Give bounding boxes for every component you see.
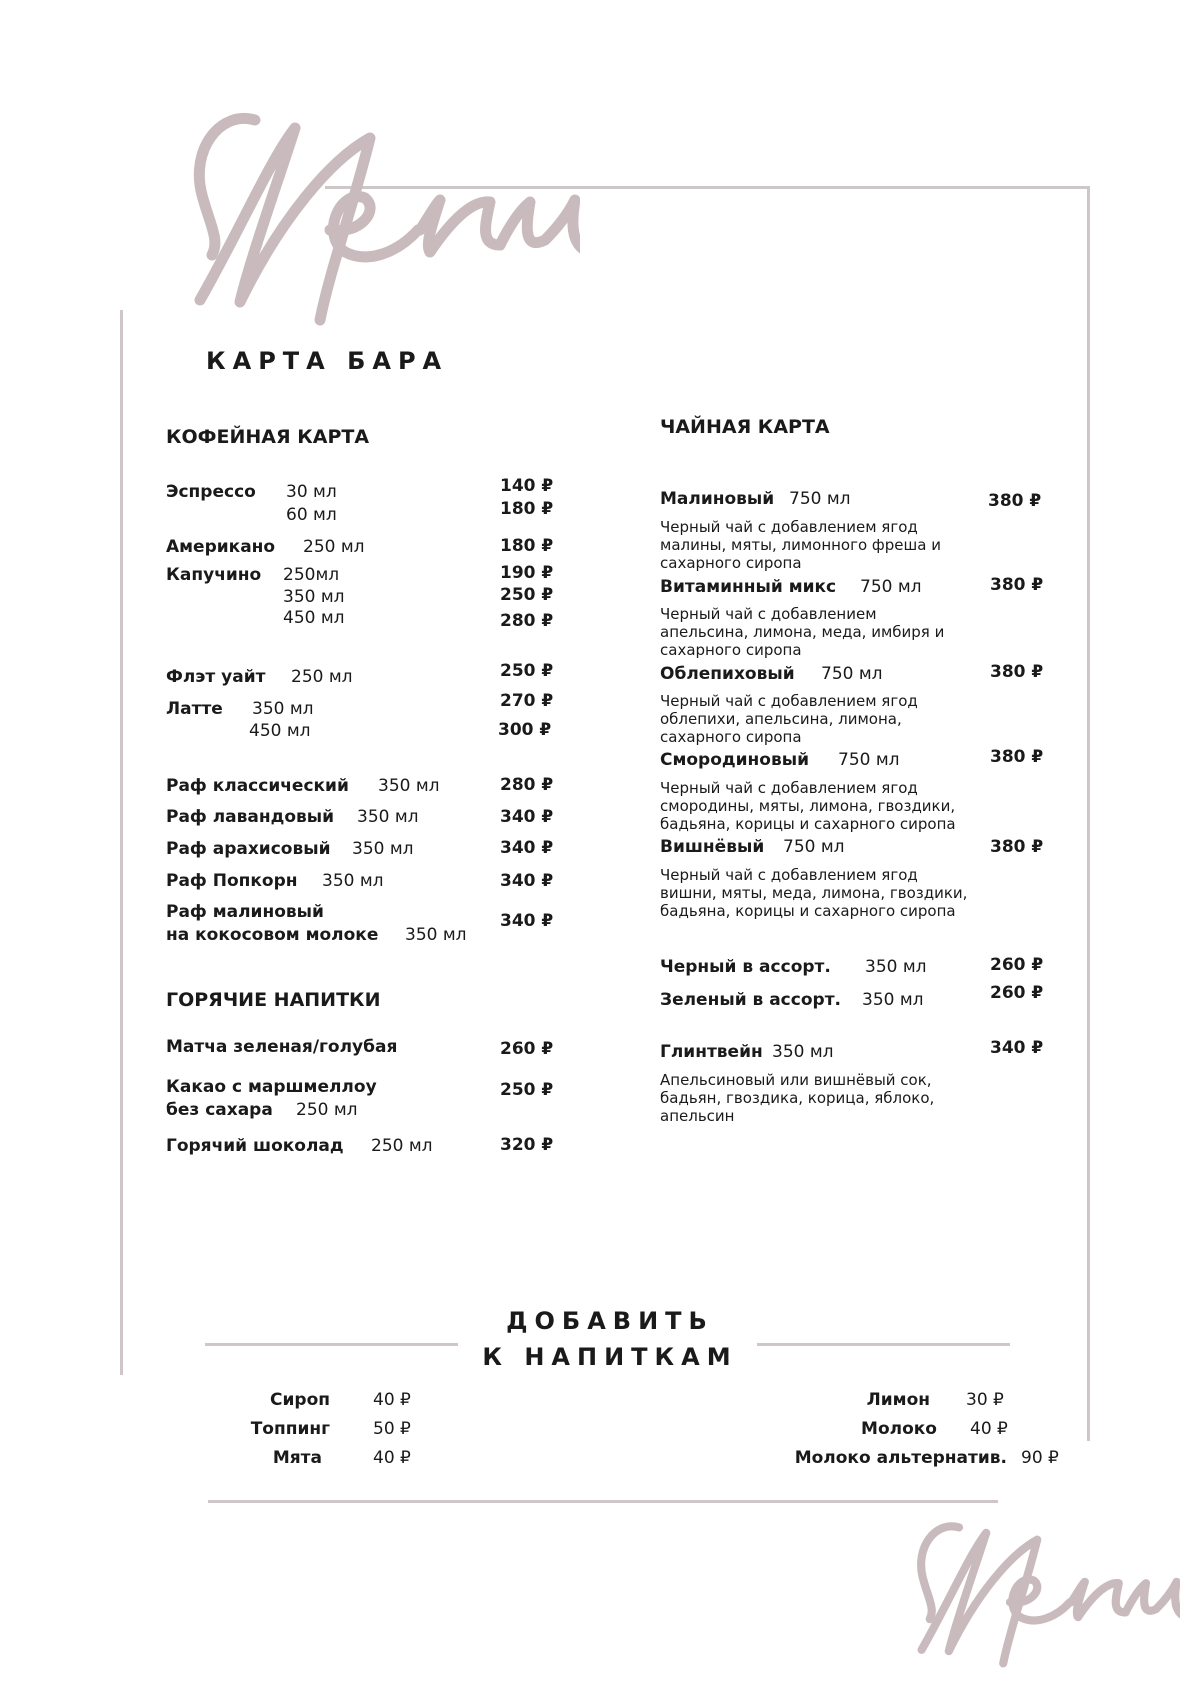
item-volume: 750 мл bbox=[783, 837, 845, 857]
item-name: Раф лавандовый bbox=[166, 807, 335, 827]
item-price: 380 ₽ bbox=[990, 837, 1044, 857]
item-price: 340 ₽ bbox=[500, 807, 554, 827]
item-description: Черный чай с добавлением апельсина, лимона, меда, имбиря и сахарного сиропа bbox=[660, 605, 945, 659]
item-name: Малиновый bbox=[660, 489, 775, 509]
item-price: 180 ₽ bbox=[500, 536, 554, 556]
item-name: Облепиховый bbox=[660, 664, 795, 684]
divider-left-line bbox=[205, 1343, 458, 1346]
addon-price: 30 ₽ bbox=[966, 1390, 1004, 1410]
item-name: без сахара bbox=[166, 1100, 273, 1120]
item-volume: 750 мл bbox=[789, 489, 851, 509]
frame-left-line bbox=[120, 310, 123, 1375]
item-price: 340 ₽ bbox=[500, 838, 554, 858]
item-name: Витаминный микс bbox=[660, 577, 837, 597]
item-name: Раф арахисовый bbox=[166, 839, 331, 859]
item-price: 300 ₽ bbox=[498, 720, 552, 740]
item-name: Смородиновый bbox=[660, 750, 810, 770]
addon-price: 40 ₽ bbox=[373, 1448, 411, 1468]
item-name: Капучино bbox=[166, 565, 262, 585]
divider-right-line bbox=[757, 1343, 1010, 1346]
item-volume: 350 мл bbox=[252, 699, 314, 719]
item-name: Черный в ассорт. bbox=[660, 957, 831, 977]
item-volume: 250 мл bbox=[303, 537, 365, 557]
item-price: 340 ₽ bbox=[500, 871, 554, 891]
addon-name: Молоко bbox=[861, 1419, 937, 1439]
item-volume: 450 мл bbox=[249, 721, 311, 741]
item-name: Раф классический bbox=[166, 776, 349, 796]
item-name: Флэт уайт bbox=[166, 667, 266, 687]
item-price: 190 ₽ bbox=[500, 563, 554, 583]
item-description: Апельсиновый или вишнёвый сок, бадьян, гвоздика, корица, яблоко, апельсин bbox=[660, 1071, 935, 1125]
item-volume: 250 мл bbox=[371, 1136, 433, 1156]
addons-title: ДОБАВИТЬ К НАПИТКАМ bbox=[482, 1307, 738, 1371]
addon-price: 40 ₽ bbox=[373, 1390, 411, 1410]
item-price: 270 ₽ bbox=[500, 691, 554, 711]
item-volume: 350 мл bbox=[862, 990, 924, 1010]
item-price: 250 ₽ bbox=[500, 585, 554, 605]
item-name: Вишнёвый bbox=[660, 837, 765, 857]
item-price: 260 ₽ bbox=[500, 1039, 554, 1059]
item-volume: 350 мл bbox=[378, 776, 440, 796]
item-price: 380 ₽ bbox=[990, 747, 1044, 767]
item-name: Американо bbox=[166, 537, 276, 557]
hot-section-title: ГОРЯЧИЕ НАПИТКИ bbox=[166, 989, 381, 1011]
logo-text-bottom: Menu bbox=[840, 1473, 842, 1474]
menu-script-logo-top bbox=[80, 40, 580, 340]
item-name: Эспрессо bbox=[166, 482, 256, 502]
item-volume: 60 мл bbox=[286, 505, 337, 525]
item-description: Черный чай с добавлением ягод малины, мяты, лимонного фреша и сахарного сиропа bbox=[660, 518, 941, 572]
item-volume: 250мл bbox=[283, 565, 340, 585]
item-volume: 350 мл bbox=[772, 1042, 834, 1062]
item-price: 340 ₽ bbox=[500, 911, 554, 931]
addon-name: Сироп bbox=[270, 1390, 330, 1410]
addon-price: 90 ₽ bbox=[1021, 1448, 1059, 1468]
item-volume: 750 мл bbox=[838, 750, 900, 770]
item-volume: 350 мл bbox=[283, 587, 345, 607]
item-volume: 750 мл bbox=[821, 664, 883, 684]
item-price: 380 ₽ bbox=[988, 491, 1042, 511]
item-name: Раф Попкорн bbox=[166, 871, 298, 891]
item-price: 260 ₽ bbox=[990, 983, 1044, 1003]
addon-name: Лимон bbox=[866, 1390, 930, 1410]
addon-price: 50 ₽ bbox=[373, 1419, 411, 1439]
item-name: Горячий шоколад bbox=[166, 1136, 344, 1156]
item-price: 320 ₽ bbox=[500, 1135, 554, 1155]
item-volume: 350 мл bbox=[865, 957, 927, 977]
item-description: Черный чай с добавлением ягод вишни, мяты, меда, лимона, гвоздики, бадьяна, корицы и сахарного сиропа bbox=[660, 866, 968, 920]
frame-right-line bbox=[1087, 186, 1090, 1441]
item-price: 180 ₽ bbox=[500, 499, 554, 519]
item-price: 250 ₽ bbox=[500, 1080, 554, 1100]
item-name: Глинтвейн bbox=[660, 1042, 763, 1062]
item-price: 280 ₽ bbox=[500, 775, 554, 795]
item-price: 140 ₽ bbox=[500, 476, 554, 496]
item-volume: 350 мл bbox=[405, 925, 467, 945]
addon-price: 40 ₽ bbox=[970, 1419, 1008, 1439]
item-volume: 350 мл bbox=[322, 871, 384, 891]
item-price: 340 ₽ bbox=[990, 1038, 1044, 1058]
logo-text-top: Menu bbox=[80, 40, 83, 41]
coffee-section-title: КОФЕЙНАЯ КАРТА bbox=[166, 426, 370, 448]
addon-name: Мята bbox=[272, 1448, 322, 1468]
page-title: КАРТА БАРА bbox=[206, 347, 449, 375]
item-name: Раф малиновый bbox=[166, 902, 324, 922]
item-price: 380 ₽ bbox=[990, 662, 1044, 682]
item-description: Черный чай с добавлением ягод облепихи, апельсина, лимона, сахарного сиропа bbox=[660, 692, 918, 746]
item-name: Зеленый в ассорт. bbox=[660, 990, 841, 1010]
item-price: 260 ₽ bbox=[990, 955, 1044, 975]
item-volume: 30 мл bbox=[286, 482, 337, 502]
item-description: Черный чай с добавлением ягод смородины, мяты, лимона, гвоздики, бадьяна, корицы и сахарного сиропа bbox=[660, 779, 956, 833]
item-price: 280 ₽ bbox=[500, 611, 554, 631]
item-price: 380 ₽ bbox=[990, 575, 1044, 595]
item-price: 250 ₽ bbox=[500, 661, 554, 681]
item-name: Какао с маршмеллоу bbox=[166, 1077, 377, 1097]
item-volume: 750 мл bbox=[860, 577, 922, 597]
item-name: на кокосовом молоке bbox=[166, 925, 379, 945]
item-volume: 450 мл bbox=[283, 608, 345, 628]
item-volume: 250 мл bbox=[296, 1100, 358, 1120]
tea-section-title: ЧАЙНАЯ КАРТА bbox=[660, 416, 830, 438]
addon-name: Молоко альтернатив. bbox=[794, 1448, 1007, 1468]
item-name: Матча зеленая/голубая bbox=[166, 1037, 398, 1057]
item-volume: 250 мл bbox=[291, 667, 353, 687]
addon-name: Топпинг bbox=[250, 1419, 330, 1439]
menu-script-logo-bottom bbox=[840, 1470, 1180, 1680]
item-volume: 350 мл bbox=[352, 839, 414, 859]
item-volume: 350 мл bbox=[357, 807, 419, 827]
item-name: Латте bbox=[166, 699, 223, 719]
